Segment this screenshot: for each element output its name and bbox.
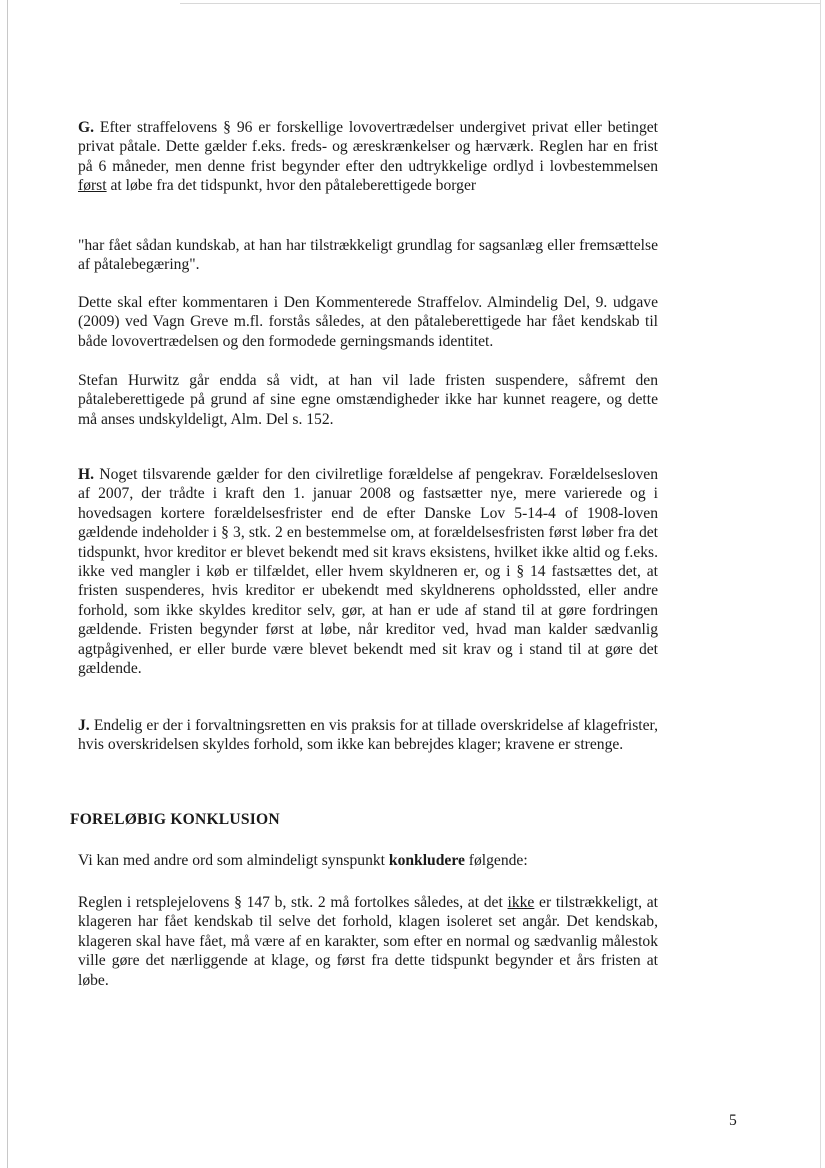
conclusion-intro-bold: konkludere [388,852,465,869]
section-h-text: Noget tilsvarende gælder for den civilretlige forældelse af pengekrav. Forældelsesloven af 2007, der trådte i kraft den 1. januar 2008 og fastsætter nye, mere varierede og i hovedsagen kortere forældelsesfrister end de efter Danske Lov 5-14-4 of 1908-loven gældende indeholder i § 3, stk. 2 en bestemmelse om, at forældelsesfristen først løber fra det tidspunkt, hvor kreditor er blevet bekendt med sit kravs eksistens, hvilket ikke altid og f.eks. ikke ved mangler i køb er tilfældet, eller hvem skyldneren er, og i § 14 fastsættes det, at fristen suspenderes, hvis kreditor er ubekendt med skyldnerens opholdssted, eller andre forhold, som ikke skyldes kreditor selv, gør, at han er ude af stand til at gøre fordringen gældende. Fristen begynder først at løbe, når kreditor ved, hvad man kalder sædvanlig agtpågivenhed, er eller burde være blevet bekendt med sit krav og i stand til at gøre det gældende. [78,466,658,678]
section-g-text-before: Efter straffelovens § 96 er forskellige lovovertrædelser undergivet privat eller betinget privat påtale. Dette gælder f.eks. freds- og æreskrænkelser og hærværk. Reglen har en frist på 6 måneder, men denne frist begynder efter den udtrykkelige ordlyd i lovbestemmelsen [78,119,658,175]
section-g-text-after: at løbe fra det tidspunkt, hvor den påtaleberettigede borger [106,177,477,195]
section-j-text: Endelig er der i forvaltningsretten en vis praksis for at tillade overskridelse af klagefrister, hvis overskridelsen skyldes forhold, som ikke kan bebrejdes klager; kravene er strenge. [78,717,658,754]
conclusion-intro [78,851,658,870]
section-h-paragraph [78,465,658,678]
scan-edge-right [820,0,821,1168]
conclusion-rule [78,893,658,990]
conclusion-rule-underlined: ikke [507,894,535,911]
page-number: 5 [729,1112,737,1129]
section-h-label: H. [78,466,95,483]
section-g-label: G. [78,119,95,136]
section-j-label: J. [78,717,90,734]
section-g-underlined-word: først [78,177,107,195]
conclusion-intro-before: Vi kan med andre ord som almindeligt synspunkt [78,852,389,869]
conclusion-intro-after: følgende: [464,852,528,869]
section-g-quote: "har fået sådan kundskab, at han har tilstrækkeligt grundlag for sagsanlæg eller fremsættelse af påtalebegæring". [78,237,658,274]
scan-edge-top [180,3,820,4]
scan-edge-left [7,0,8,1168]
section-g-hurwitz: Stefan Hurwitz går endda så vidt, at han vil lade fristen suspendere, såfremt den påtaleberettigede på grund af sine egne omstændigheder ikke har kunnet reagere, og dette må anses undskyldeligt, Alm. Del s. 152. [78,372,658,428]
conclusion-rule-after: er tilstrækkeligt, at klageren har fået kendskab til selve det forhold, klagen isoleret set angår. Det kendskab, klageren skal have fået, må være af en karakter, som efter en normal og sædvanlig målestok ville gøre det nærliggende at klage, og først fra dette tidspunkt begynder et års fristen at løbe. [78,894,658,989]
section-j-paragraph [78,716,658,755]
conclusion-heading: FORELØBIG KONKLUSION [70,811,280,828]
section-g-commentary: Dette skal efter kommentaren i Den Kommenterede Straffelov. Almindelig Del, 9. udgave (2009) ved Vagn Greve m.fl. forstås således, at den påtaleberettigede har fået kendskab til både lovovertrædelsen og den formodede gerningsmands identitet. [78,294,658,350]
conclusion-rule-before: Reglen i retsplejelovens § 147 b, stk. 2 må fortolkes således, at det [78,894,508,911]
section-g-paragraph [78,118,658,196]
